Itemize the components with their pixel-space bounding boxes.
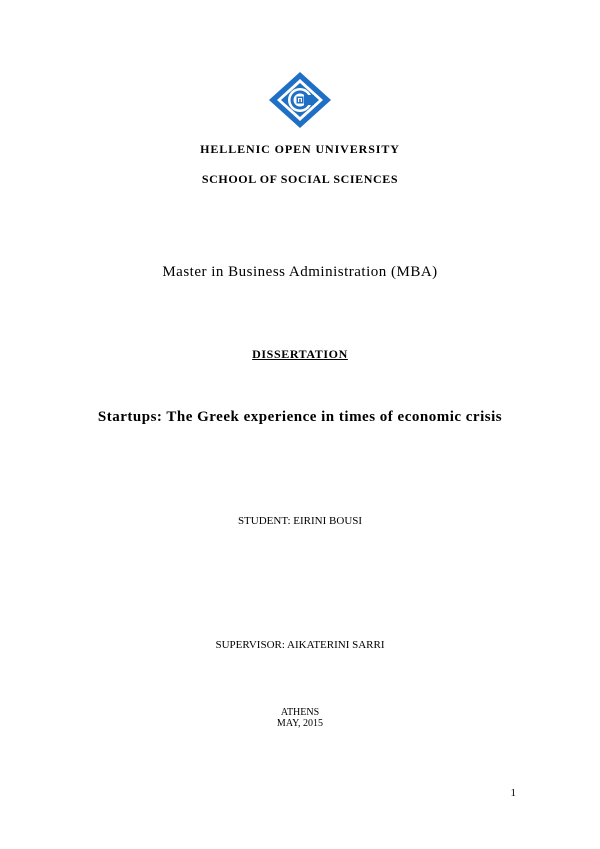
program-name: Master in Business Administration (MBA) (162, 264, 438, 280)
page-number: 1 (510, 787, 516, 799)
dissertation-title: Startups: The Greek experience in times of economic crisis (97, 409, 503, 425)
city-label: ATHENS (280, 707, 320, 718)
document-type-heading: DISSERTATION (252, 347, 348, 361)
date-label: MAY, 2015 (276, 718, 324, 729)
university-emblem-icon (268, 71, 332, 129)
school-name: SCHOOL OF SOCIAL SCIENCES (201, 172, 399, 186)
supervisor-name: SUPERVISOR: AIKATERINI SARRI (215, 639, 385, 651)
university-name: HELLENIC OPEN UNIVERSITY (200, 142, 400, 156)
student-name: STUDENT: EIRINI BOUSI (237, 515, 363, 527)
